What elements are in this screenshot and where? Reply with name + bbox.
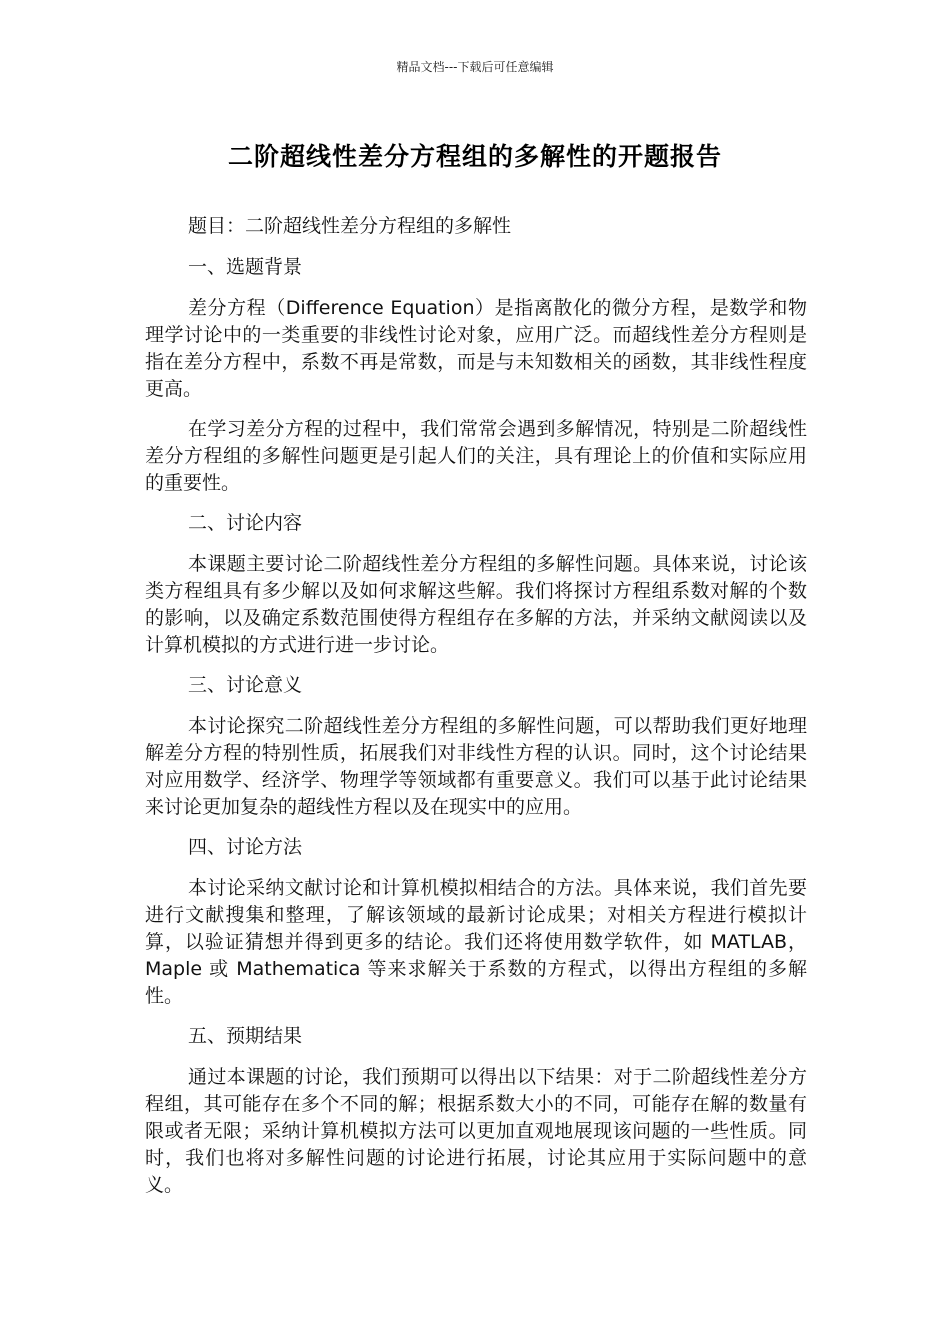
section-heading-content: 二、讨论内容	[188, 512, 303, 534]
paragraph-expected-results-1: 通过本课题的讨论，我们预期可以得出以下结果：对于二阶超线性差分方程组，其可能存在多个不同的解；根据系数大小的不同，可能存在解的数量有限或者无限；采纳计算机模拟方法可以更加直观地展现该问题的一些性质。同时，我们也将对多解性问题的讨论进行拓展，讨论其应用于实际问题中的意义。	[145, 1066, 807, 1196]
section-heading-method: 四、讨论方法	[188, 836, 303, 858]
header-note: 精品文档---下载后可任意编辑	[396, 60, 554, 74]
document-title: 二阶超线性差分方程组的多解性的开题报告	[227, 142, 722, 171]
section-heading-background: 一、选题背景	[188, 256, 303, 278]
section-heading-significance: 三、讨论意义	[188, 674, 303, 696]
document-body	[145, 213, 807, 1199]
paragraph-significance-1: 本讨论探究二阶超线性差分方程组的多解性问题，可以帮助我们更好地理解差分方程的特别性质，拓展我们对非线性方程的认识。同时，这个讨论结果对应用数学、经济学、物理学等领域都有重要意义。我们可以基于此讨论结果来讨论更加复杂的超线性方程以及在现实中的应用。	[145, 715, 807, 818]
paragraph-background-1: 差分方程（Difference Equation）是指离散化的微分方程，是数学和物理学讨论中的一类重要的非线性讨论对象，应用广泛。而超线性差分方程则是指在差分方程中，系数不再是常数，而是与未知数相关的函数，其非线性程度更高。	[145, 297, 807, 400]
paragraph-content-1: 本课题主要讨论二阶超线性差分方程组的多解性问题。具体来说，讨论该类方程组具有多少解以及如何求解这些解。我们将探讨方程组系数对解的个数的影响，以及确定系数范围使得方程组存在多解的方法，并采纳文献阅读以及计算机模拟的方式进行进一步讨论。	[145, 553, 807, 656]
section-heading-expected-results: 五、预期结果	[188, 1025, 303, 1047]
paragraph-method-1: 本讨论采纳文献讨论和计算机模拟相结合的方法。具体来说，我们首先要进行文献搜集和整理，了解该领域的最新讨论成果；对相关方程进行模拟计算，以验证猜想并得到更多的结论。我们还将使用数学软件，如 MATLAB，Maple 或 Mathematica 等来求解关于系数的方程式，以得出方程组的多解性。	[145, 877, 807, 1007]
topic-line: 题目：二阶超线性差分方程组的多解性	[188, 215, 512, 237]
paragraph-background-2: 在学习差分方程的过程中，我们常常会遇到多解情况，特别是二阶超线性差分方程组的多解性问题更是引起人们的关注，具有理论上的价值和实际应用的重要性。	[145, 418, 807, 494]
